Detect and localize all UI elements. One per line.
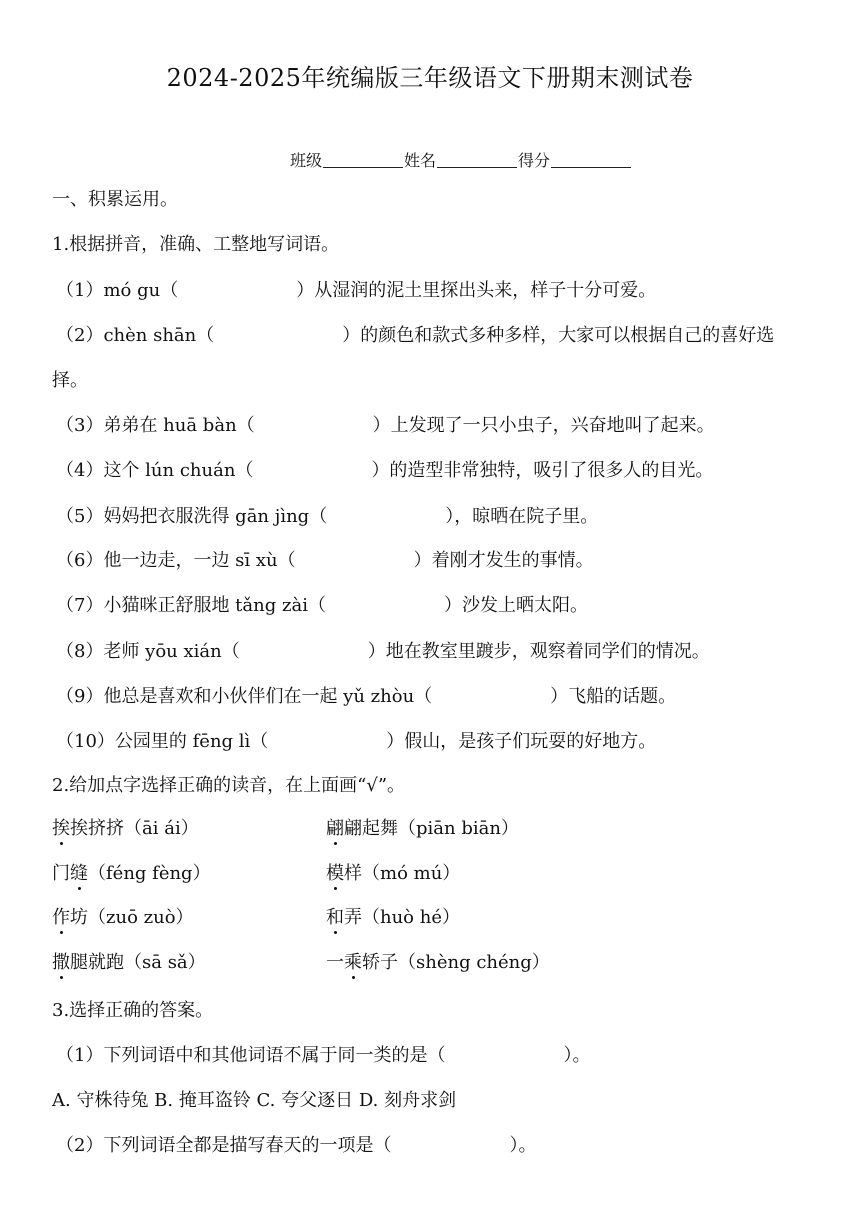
q2-row-2-right[interactable]: 模样（mó mú）	[326, 863, 461, 884]
dotted-char: 缝	[70, 863, 88, 884]
q3-sub-1-text: （1）下列词语中和其他词语不属于同一类的是（	[56, 1045, 446, 1066]
dotted-char: 作	[52, 907, 70, 928]
q2-row-3-right[interactable]: 和弄（huò hé）	[326, 907, 460, 928]
score-blank[interactable]	[551, 151, 631, 168]
student-info-line	[290, 148, 632, 171]
q3-sub-2	[56, 1134, 536, 1158]
q2-row-4-left[interactable]: 撒腿就跑（sā sǎ）	[52, 952, 206, 973]
name-blank[interactable]	[437, 151, 517, 168]
q1-item-3	[56, 414, 715, 438]
dotted-char: 撒	[52, 952, 70, 973]
q1-item-5-text: （5）妈妈把衣服洗得 gān jìng（	[56, 506, 328, 527]
q1-item-6-rest: ）着刚才发生的事情。	[413, 550, 594, 571]
dotted-char: 和	[326, 907, 344, 928]
q1-item-6	[56, 549, 594, 573]
q1-item-9-text: （9）他总是喜欢和小伙伴们在一起 yǔ zhòu（	[56, 686, 433, 707]
q1-item-7-rest: ）沙发上晒太阳。	[443, 595, 588, 616]
q3-sub-2-rest: ）。	[509, 1135, 537, 1156]
q2-row-2-left[interactable]: 门缝（féng fèng）	[52, 863, 211, 884]
q1-item-10	[56, 730, 656, 754]
q2-row-4	[52, 951, 550, 975]
q2-row-3	[52, 906, 460, 930]
q1-item-8-rest: ）地在教室里踱步，观察着同学们的情况。	[367, 641, 710, 662]
class-blank[interactable]	[323, 151, 403, 168]
q1-item-5	[56, 505, 598, 529]
q1-item-7-text: （7）小猫咪正舒服地 tǎng zài（	[56, 595, 326, 616]
question-3-prompt: 3.选择正确的答案。	[52, 1000, 214, 1021]
page-title: 2024-2025年统编版三年级语文下册期末测试卷	[166, 64, 694, 92]
q1-item-4-rest: ）的造型非常独特，吸引了很多人的目光。	[371, 460, 714, 481]
q1-item-8	[56, 640, 710, 664]
q1-item-7	[56, 594, 588, 618]
q1-item-3-rest: ）上发现了一只小虫子，兴奋地叫了起来。	[372, 415, 715, 436]
q1-item-2	[56, 324, 774, 348]
q1-item-3-text: （3）弟弟在 huā bàn（	[56, 415, 255, 436]
dotted-char: 翩	[326, 818, 344, 839]
q1-item-2-text: （2）chèn shān（	[56, 325, 215, 346]
q1-item-2-rest: ）的颜色和款式多种多样，大家可以根据自己的喜好选	[342, 325, 775, 346]
q1-item-9	[56, 685, 676, 709]
q1-item-4	[56, 459, 713, 483]
q1-item-1	[56, 279, 656, 303]
q3-sub-1-options: A. 守株待兔 B. 掩耳盗铃 C. 夸父逐日 D. 刻舟求剑	[52, 1090, 457, 1111]
dotted-char: 挨	[52, 818, 70, 839]
q1-item-5-rest: ），晾晒在院子里。	[445, 506, 599, 527]
q2-row-2	[52, 862, 460, 886]
q1-item-4-text: （4）这个 lún chuán（	[56, 460, 254, 481]
class-label: 班级	[290, 151, 323, 170]
q2-row-3-left[interactable]: 作坊（zuō zuò）	[52, 907, 194, 928]
dotted-char: 模	[326, 863, 344, 884]
q2-row-1-right[interactable]: 翩翩起舞（piān biān）	[326, 818, 519, 839]
section-heading: 一、积累运用。	[52, 189, 178, 210]
q1-item-8-text: （8）老师 yōu xián（	[56, 641, 240, 662]
score-label: 得分	[518, 151, 551, 170]
q1-item-9-rest: ）飞船的话题。	[550, 686, 677, 707]
q1-item-2-cont: 择。	[52, 370, 88, 391]
q1-item-1-rest: ）从湿润的泥土里探出头来，样子十分可爱。	[296, 280, 657, 301]
q1-item-10-rest: ）假山，是孩子们玩耍的好地方。	[386, 731, 657, 752]
q3-sub-1	[56, 1044, 590, 1068]
q2-row-1	[52, 817, 519, 841]
question-1-prompt: 1.根据拼音，准确、工整地写词语。	[52, 234, 340, 255]
q2-row-4-right[interactable]: 一乘轿子（shèng chéng）	[326, 952, 550, 973]
q1-item-1-text: （1）mó gu（	[56, 280, 179, 301]
name-label: 姓名	[404, 151, 437, 170]
question-2-prompt: 2.给加点字选择正确的读音，在上面画“√”。	[52, 775, 406, 796]
dotted-char: 乘	[344, 952, 362, 973]
q2-row-1-left[interactable]: 挨挨挤挤（āi ái）	[52, 818, 199, 839]
q1-item-6-text: （6）他一边走，一边 sī xù（	[56, 550, 296, 571]
q3-sub-2-text: （2）下列词语全都是描写春天的一项是（	[56, 1135, 392, 1156]
q1-item-10-text: （10）公园里的 fēng lì（	[56, 731, 269, 752]
q3-sub-1-rest: ）。	[563, 1045, 591, 1066]
